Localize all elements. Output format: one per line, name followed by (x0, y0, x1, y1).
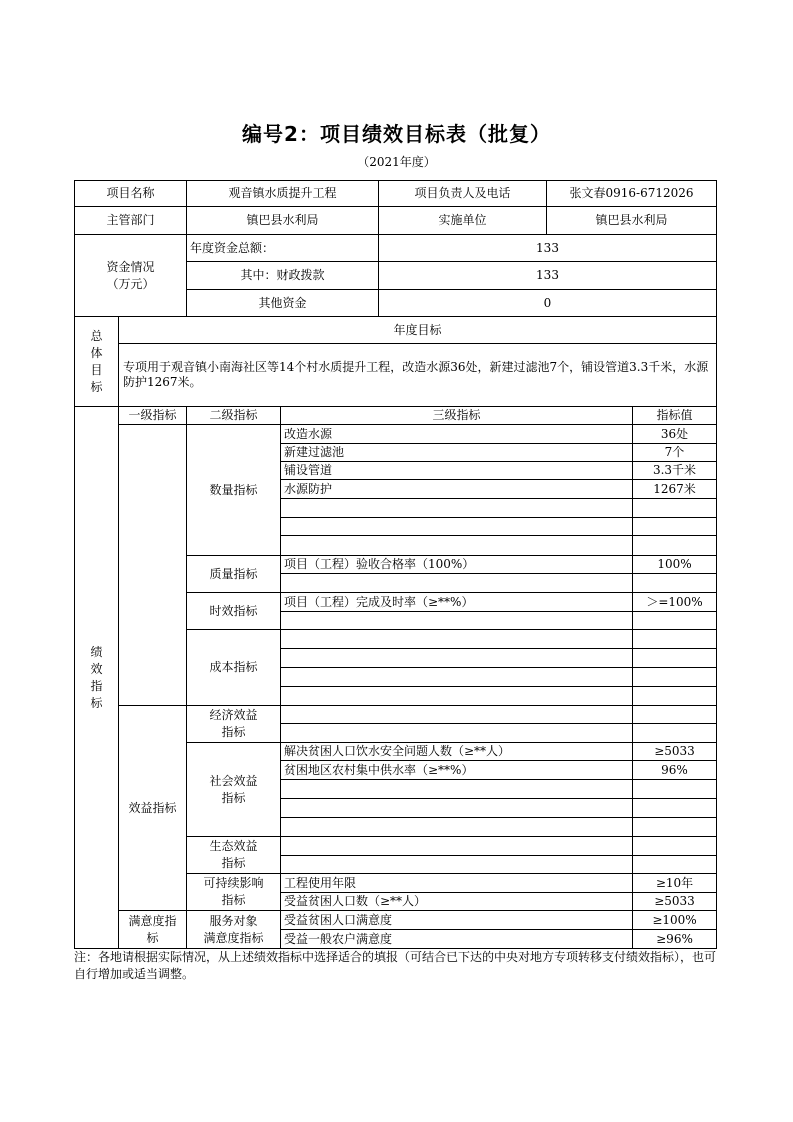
dept-label: 主管部门 (74, 206, 187, 235)
funds-other-label: 其他资金 (186, 289, 379, 317)
perf-side-label-line: 绩 (90, 644, 103, 659)
cost-row-value (632, 629, 717, 649)
goal-side-label-line: 总 (90, 328, 103, 343)
quality-row-name: 项目（工程）验收合格率（100%） (280, 555, 633, 574)
sustain-row-name: 工程使用年限 (280, 873, 633, 893)
page-title: 编号2：项目绩效目标表（批复） (242, 122, 551, 146)
satisfaction-level1-line: 标 (146, 930, 159, 945)
social-row-name: 贫困地区农村集中供水率（≥**%） (280, 760, 633, 780)
funds-total-label: 年度资金总额： (186, 234, 379, 262)
goal-text: 专项用于观音镇小南海社区等14个村水质提升工程，改造水源36处，新建过滤池7个，铺设管道3.3千米，水源防护1267米。 (118, 343, 717, 407)
perf-side-label (74, 406, 119, 949)
timeliness-row-name (280, 611, 633, 630)
social-row-value (632, 817, 717, 837)
funds-label (74, 234, 187, 317)
social-level2 (186, 742, 281, 837)
satisfaction-row-name: 受益贫困人口满意度 (280, 910, 633, 930)
economic-row-name (280, 723, 633, 743)
header-level3: 三级指标 (280, 406, 633, 425)
impl-value: 镇巴县水利局 (546, 206, 717, 235)
funds-label-line: 资金情况 (106, 259, 155, 274)
year-subtitle: （2021年度） (357, 155, 436, 169)
ecological-level2-line: 指标 (221, 856, 246, 870)
project-name-label: 项目名称 (74, 180, 187, 207)
quantity-row-value: 3.3千米 (632, 461, 717, 480)
goal-side-label-line: 标 (90, 379, 103, 394)
ecological-level2-line: 生态效益 (209, 839, 258, 853)
impl-label: 实施单位 (378, 206, 547, 235)
social-row-name (280, 817, 633, 837)
timeliness-row-value (632, 611, 717, 630)
header-level2: 二级指标 (186, 406, 281, 425)
economic-level2-line: 指标 (221, 725, 246, 739)
quantity-row-value: 1267米 (632, 479, 717, 499)
funds-fiscal-value: 133 (378, 261, 717, 290)
cost-row-name (280, 667, 633, 687)
satisfaction-level2-line: 服务对象 (209, 913, 258, 928)
goal-side-label-line: 目 (90, 362, 103, 377)
sustain-row-value: ≥5033 (632, 892, 717, 911)
cost-level2: 成本指标 (186, 629, 281, 706)
satisfaction-level1 (118, 910, 187, 949)
social-row-value (632, 779, 717, 799)
satisfaction-row-name: 受益一般农户满意度 (280, 929, 633, 949)
quantity-row-name: 新建过滤池 (280, 443, 633, 462)
satisfaction-level2-line: 满意度指标 (203, 930, 264, 945)
header-value: 指标值 (632, 406, 717, 425)
ecological-row-value (632, 855, 717, 874)
quantity-row-name (280, 517, 633, 536)
goal-side-label-line: 体 (90, 345, 103, 360)
quality-row-value: 100% (632, 555, 717, 574)
social-row-value: ≥5033 (632, 742, 717, 761)
satisfaction-row-value: ≥100% (632, 910, 717, 930)
quality-row-value (632, 573, 717, 593)
benefit-level1: 效益指标 (118, 705, 187, 911)
social-row-value: 96% (632, 760, 717, 780)
perf-side-label-line: 指 (90, 678, 103, 693)
quantity-level2: 数量指标 (186, 424, 281, 556)
quantity-row-value: 36处 (632, 424, 717, 444)
timeliness-level2: 时效指标 (186, 592, 281, 630)
satisfaction-level1-line: 满意度指 (128, 913, 177, 928)
social-row-name (280, 779, 633, 799)
quantity-row-name (280, 535, 633, 556)
satisfaction-level2 (186, 910, 281, 949)
header-level1: 一级指标 (118, 406, 187, 425)
cost-row-value (632, 648, 717, 668)
output-level1 (118, 424, 187, 706)
quantity-row-value (632, 517, 717, 536)
perf-side-label-line: 标 (90, 695, 103, 710)
quantity-row-name: 铺设管道 (280, 461, 633, 480)
funds-other-value: 0 (378, 289, 717, 317)
sustain-level2-line: 指标 (221, 893, 246, 907)
sustain-row-value: ≥10年 (632, 873, 717, 893)
funds-fiscal-label: 其中：财政拨款 (186, 261, 379, 290)
goal-header: 年度目标 (118, 316, 717, 344)
quantity-row-name: 改造水源 (280, 424, 633, 444)
quantity-row-value (632, 498, 717, 518)
social-row-value (632, 798, 717, 818)
cost-row-name (280, 648, 633, 668)
ecological-row-value (632, 836, 717, 856)
quantity-row-value (632, 535, 717, 556)
cost-row-name (280, 629, 633, 649)
project-name-value: 观音镇水质提升工程 (186, 180, 379, 207)
satisfaction-row-value: ≥96% (632, 929, 717, 949)
social-level2-line: 社会效益 (209, 773, 258, 788)
ecological-level2 (186, 836, 281, 874)
economic-row-value (632, 705, 717, 724)
economic-row-name (280, 705, 633, 724)
funds-label-line: （万元） (106, 276, 155, 291)
quality-level2: 质量指标 (186, 555, 281, 593)
footnote: 注：各地请根据实际情况，从上述绩效指标中选择适合的填报（可结合已下达的中央对地方专项转移支付绩效指标），也可自行增加或适当调整。 (74, 950, 717, 981)
cost-row-name (280, 686, 633, 706)
contact-label: 项目负责人及电话 (378, 180, 547, 207)
social-row-name: 解决贫困人口饮水安全问题人数（≥**人） (280, 742, 633, 761)
cost-row-value (632, 686, 717, 706)
timeliness-row-value: ＞=100% (632, 592, 717, 612)
social-row-name (280, 798, 633, 818)
economic-level2 (186, 705, 281, 743)
funds-total-value: 133 (378, 234, 717, 262)
sustain-row-name: 受益贫困人口数（≥**人） (280, 892, 633, 911)
perf-side-label-line: 效 (90, 661, 103, 676)
economic-row-value (632, 723, 717, 743)
sustain-level2 (186, 873, 281, 911)
goal-side-label (74, 316, 119, 407)
sustain-level2-line: 可持续影响 (203, 876, 264, 890)
ecological-row-name (280, 855, 633, 874)
economic-level2-line: 经济效益 (209, 708, 258, 722)
contact-value: 张文春0916-6712026 (546, 180, 717, 207)
ecological-row-name (280, 836, 633, 856)
quantity-row-value: 7个 (632, 443, 717, 462)
cost-row-value (632, 667, 717, 687)
dept-value: 镇巴县水利局 (186, 206, 379, 235)
quality-row-name (280, 573, 633, 593)
social-level2-line: 指标 (221, 790, 246, 805)
quantity-row-name (280, 498, 633, 518)
quantity-row-name: 水源防护 (280, 479, 633, 499)
timeliness-row-name: 项目（工程）完成及时率（≥**%） (280, 592, 633, 612)
